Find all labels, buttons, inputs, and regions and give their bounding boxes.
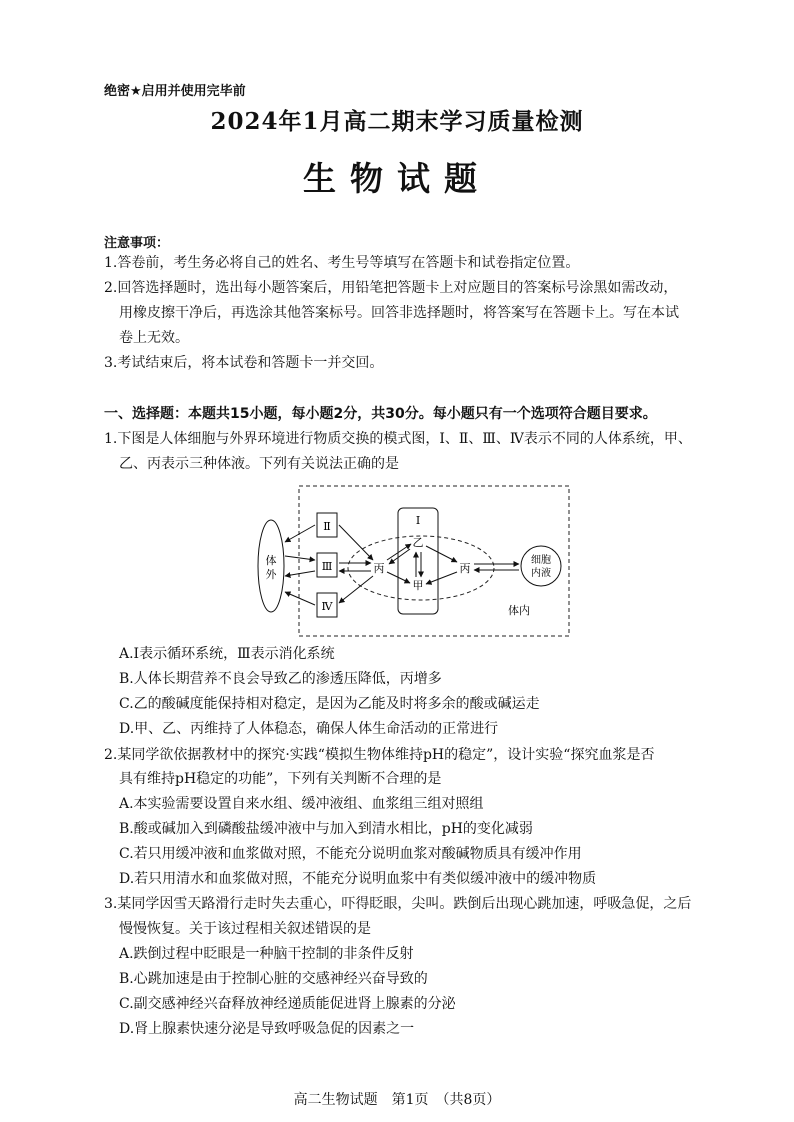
subject-title: 生物试题 — [303, 159, 491, 198]
q3-option-c: C.副交感神经兴奋释放神经递质能促进肾上腺素的分泌 — [119, 996, 456, 1012]
section-1-heading: 一、选择题：本题共15小题，每小题2分，共30分。每小题只有一个选项符合题目要求。 — [104, 406, 657, 422]
arrow-outside-to-iii — [285, 556, 315, 560]
fluid-jia-label: 甲 — [412, 579, 424, 592]
cell-fluid-circle — [521, 546, 561, 586]
note-item-1: 1.答卷前，考生务必将自己的姓名、考生号等填写在答题卡和试卷指定位置。 — [104, 255, 580, 271]
arrow-yi-to-bing-right — [426, 546, 457, 562]
q2-stem-line-2: 具有维持pH稳定的功能”，下列有关判断不合理的是 — [119, 771, 442, 787]
q2-option-a: A.本实验需要设置自来水组、缓冲液组、血浆组三组对照组 — [119, 796, 484, 812]
q1-option-c: C.乙的酸碱度能保持相对稳定，是因为乙能及时将多余的酸或碱运走 — [119, 696, 540, 712]
cell-fluid-label-bottom: 内液 — [531, 568, 551, 579]
arrow-ii-to-bing — [339, 525, 373, 560]
notes-heading: 注意事项： — [104, 236, 170, 251]
note-item-2-line-1: 2.回答选择题时，选出每小题答案后，用铅笔把答题卡上对应题目的答案标号涂黑如需改动， — [104, 280, 678, 296]
arrow-iii-to-outside — [285, 571, 315, 576]
arrow-bing-to-iv — [339, 576, 373, 603]
cell-fluid-label-top: 细胞 — [531, 555, 551, 566]
outside-label-bottom: 外 — [265, 568, 277, 581]
note-item-2-line-3: 卷上无效。 — [119, 330, 189, 346]
q1-stem-line-2: 乙、丙表示三种体液。下列有关说法正确的是 — [119, 456, 399, 472]
arrow-iv-to-outside — [285, 592, 315, 605]
inside-label: 体内 — [508, 604, 530, 617]
q3-stem-line-1: 3.某同学因雪天路滑行走时失去重心，吓得眨眼，尖叫。跌倒后出现心跳加速，呼吸急促，之后 — [104, 896, 692, 912]
fluid-bing-left-label: 丙 — [373, 562, 385, 575]
q3-option-b: B.心跳加速是由于控制心脏的交感神经兴奋导致的 — [119, 971, 428, 987]
exam-title: 2024年1月高二期末学习质量检测 — [210, 108, 584, 135]
q1-option-d: D.甲、乙、丙维持了人体稳态，确保人体生命活动的正常进行 — [119, 721, 499, 737]
system-2-label: Ⅱ — [323, 520, 331, 533]
q2-option-c: C.若只用缓冲液和血浆做对照，不能充分说明血浆对酸碱物质具有缓冲作用 — [119, 846, 582, 862]
fluid-bing-right-label: 丙 — [459, 562, 471, 575]
system-4-label: Ⅳ — [321, 600, 333, 613]
confidential-label: 绝密★启用并使用完毕前 — [104, 84, 246, 99]
q2-option-d: D.若只用清水和血浆做对照，不能充分说明血浆中有类似缓冲液中的缓冲物质 — [119, 871, 597, 887]
q1-exchange-diagram — [255, 480, 585, 642]
q1-stem-line-1: 1.下图是人体细胞与外界环境进行物质交换的模式图，Ⅰ、Ⅱ、Ⅲ、Ⅳ表示不同的人体系统，甲、 — [104, 431, 692, 447]
outside-label-top: 体 — [265, 554, 277, 567]
q3-option-a: A.跌倒过程中眨眼是一种脑干控制的非条件反射 — [119, 946, 414, 962]
page-footer: 高二生物试题 第1页 （共8页） — [293, 1092, 501, 1108]
system-3-label: Ⅲ — [321, 560, 333, 573]
arrow-ii-to-outside — [285, 525, 315, 542]
note-item-3: 3.考试结束后，将本试卷和答题卡一并交回。 — [104, 355, 384, 371]
q2-option-b: B.酸或碱加入到磷酸盐缓冲液中与加入到清水相比，pH的变化减弱 — [119, 821, 533, 837]
q3-stem-line-2: 慢慢恢复。关于该过程相关叙述错误的是 — [119, 921, 371, 937]
q1-option-a: A.Ⅰ表示循环系统，Ⅲ表示消化系统 — [119, 646, 335, 662]
q2-stem-line-1: 2.某同学欲依据教材中的探究·实践“模拟生物体维持pH的稳定”，设计实验“探究血浆是否 — [104, 747, 655, 763]
system-1-label: Ⅰ — [415, 514, 421, 527]
fluid-yi-label: 乙 — [412, 536, 424, 549]
arrow-bing-right-to-jia — [426, 572, 457, 584]
q1-option-b: B.人体长期营养不良会导致乙的渗透压降低，丙增多 — [119, 671, 442, 687]
note-item-2-line-2: 用橡皮擦干净后，再选涂其他答案标号。回答非选择题时，将答案写在答题卡上。写在本试 — [119, 305, 679, 321]
arrow-bing-to-yi — [387, 544, 411, 560]
q3-option-d: D.肾上腺素快速分泌是导致呼吸急促的因素之一 — [119, 1021, 415, 1037]
